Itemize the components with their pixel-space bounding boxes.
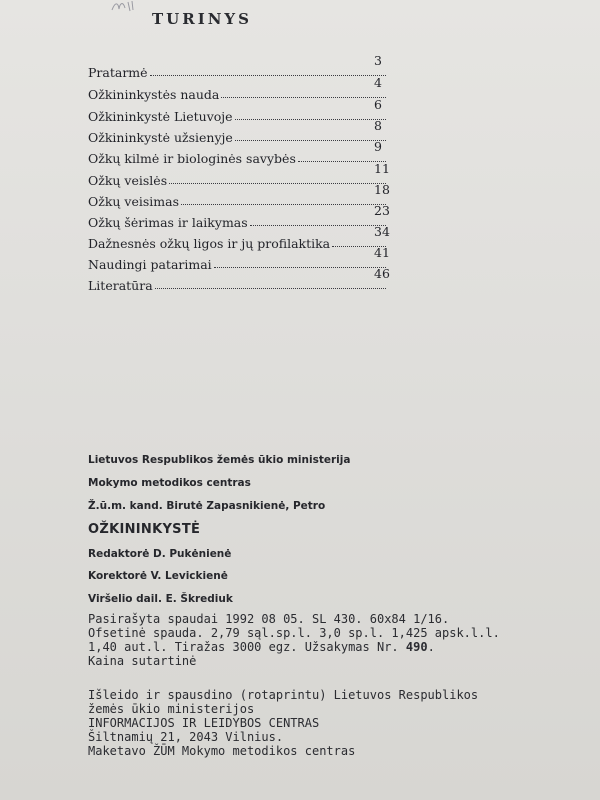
toc-entry: [88, 97, 388, 124]
toc-leader: [181, 204, 386, 205]
publisher-info: [88, 688, 568, 758]
print-info-line: [88, 640, 568, 654]
toc-entry-page: 6: [374, 97, 382, 112]
toc-entry-page: 46: [374, 266, 390, 281]
toc-leader: [169, 183, 386, 184]
imprint-ministry: Lietuvos Respublikos žemės ūkio ministerija: [88, 454, 351, 466]
imprint-editor: Redaktorė D. Pukėnienė: [88, 548, 232, 560]
print-info: [88, 612, 568, 668]
toc-entry-title: Dažnesnės ožkų ligos ir jų profilaktika: [88, 236, 331, 251]
toc-entry: [88, 224, 390, 251]
toc-entry-title: Pratarmė: [88, 65, 148, 80]
toc-entry: [88, 75, 388, 102]
toc-leader: [250, 225, 386, 226]
print-info-text: 1,40 aut.l. Tiražas 3000 egz. Užsakymas Nr.: [88, 640, 406, 654]
toc-entry-title: Ožkininkystė Lietuvoje: [88, 109, 233, 124]
pencil-mark-icon: [110, 0, 138, 12]
toc-entry-page: 18: [374, 182, 390, 197]
toc-leader: [235, 119, 386, 120]
toc-entry-page: 8: [374, 118, 382, 133]
toc-entry: [88, 161, 390, 188]
imprint-book-title: OŽKININKYSTĖ: [88, 522, 201, 537]
print-info-line: Kaina sutartinė: [88, 654, 197, 668]
toc-entry: [88, 182, 390, 209]
imprint-corrector: Korektorė V. Levickienė: [88, 570, 228, 582]
toc-entry-page: 23: [374, 203, 390, 218]
publisher-line: Maketavo ŽŪM Mokymo metodikos centras: [88, 744, 356, 758]
toc-entry: [88, 139, 388, 166]
order-number: 490: [405, 640, 428, 654]
print-info-line: Pasirašyta spaudai 1992 08 05. SL 430. 60x84 1/16.: [88, 612, 450, 626]
toc-entry-title: Naudingi patarimai: [88, 257, 212, 272]
publisher-line: INFORMACIJOS IR LEIDYBOS CENTRAS: [88, 716, 320, 730]
toc-entry: [88, 266, 390, 293]
toc-entry-title: Ožkų kilmė ir biologinės savybės: [88, 151, 296, 166]
toc-entry-title: Literatūra: [88, 278, 153, 293]
toc-title: TURINYS: [152, 10, 252, 28]
publisher-line: žemės ūkio ministerijos: [88, 702, 255, 716]
publisher-line: Išleido ir spausdino (rotaprintu) Lietuvos Respublikos: [88, 688, 479, 702]
toc-entry-page: 9: [374, 139, 382, 154]
print-info-text: .: [427, 640, 435, 654]
toc-leader: [155, 288, 386, 289]
toc-leader: [150, 75, 386, 76]
toc-entry-page: 34: [374, 224, 390, 239]
toc-entry: [88, 118, 388, 145]
toc-leader: [298, 161, 386, 162]
toc-leader: [214, 267, 386, 268]
toc-entry-title: Ožkų veisimas: [88, 194, 180, 209]
toc-entry-title: Ožkininkystė užsienyje: [88, 130, 233, 145]
imprint-authors: Ž.ū.m. kand. Birutė Zapasnikienė, Petro: [88, 500, 326, 512]
toc-entry: [88, 203, 390, 230]
toc-entry-page: 41: [374, 245, 390, 260]
toc-entry-page: 11: [374, 161, 390, 176]
toc-entry-page: 3: [374, 53, 382, 68]
publisher-line: Šiltnamių 21, 2043 Vilnius.: [88, 730, 284, 744]
print-info-line: Ofsetinė spauda. 2,79 sąl.sp.l. 3,0 sp.l. 1,425 apsk.l.l.: [88, 626, 500, 640]
toc-entry-page: 4: [374, 75, 382, 90]
toc-leader: [221, 97, 386, 98]
imprint-center: Mokymo metodikos centras: [88, 477, 251, 489]
toc-entry: [88, 53, 388, 80]
toc-entry-title: Ožkų veislės: [88, 173, 168, 188]
toc-entry-title: Ožkų šėrimas ir laikymas: [88, 215, 248, 230]
imprint-cover: Viršelio dail. E. Škrediuk: [88, 593, 233, 605]
toc-entry: [88, 245, 390, 272]
toc-leader: [235, 140, 386, 141]
toc-entry-title: Ožkininkystės nauda: [88, 87, 220, 102]
